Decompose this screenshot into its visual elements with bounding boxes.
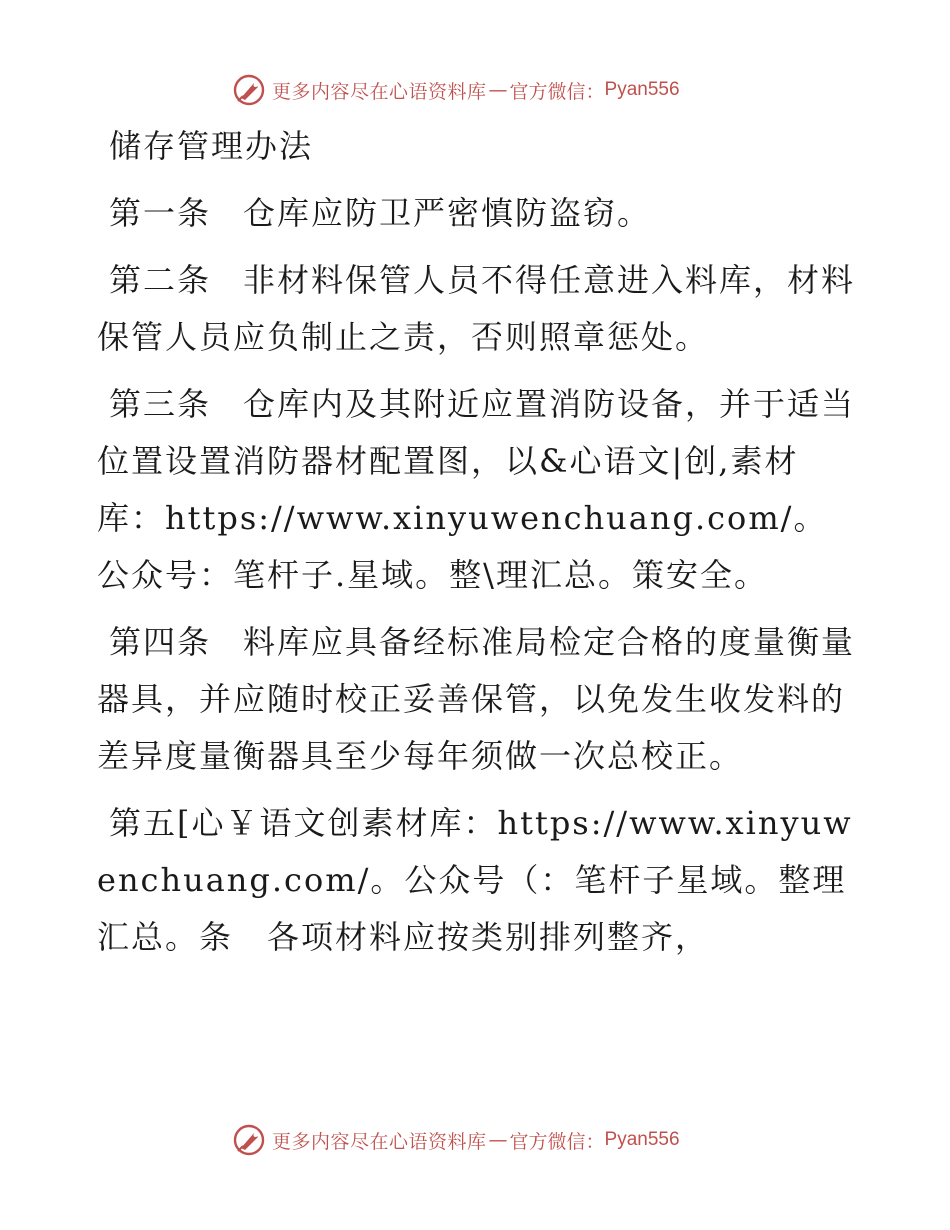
article-text: 第五[心￥语文创素材库：https://www.xinyuwenchuang.com/。公众号（：笔杆子星域。整理汇总。条 各项材料应按类别排列整齐， <box>97 804 853 956</box>
banner-wechat-label: 官方微信： <box>509 80 605 103</box>
article-3 <box>97 376 857 604</box>
banner-separator: — <box>488 79 508 101</box>
pen-nib-icon <box>232 73 266 107</box>
article-text: 料库应具备经标准局检定合格的度量衡量器具，并应随时校正妥善保管，以免发生收发料的差异度量衡器具至少每年须做一次总校正。 <box>97 623 856 775</box>
article-5 <box>97 795 857 966</box>
header-watermark-banner <box>232 70 680 110</box>
article-text: 仓库应防卫严密慎防盗窃。 <box>243 194 652 232</box>
banner-main-text: 更多内容尽在心语资料库 <box>272 1130 487 1153</box>
document-body <box>97 118 857 976</box>
document-title: 储存管理办法 <box>109 127 314 165</box>
article-text: 非材料保管人员不得任意进入料库，材料保管人员应负制止之责，否则照章惩处。 <box>97 261 856 356</box>
article-number: 第二条 <box>109 261 212 299</box>
banner-wechat-label: 官方微信： <box>509 1130 605 1153</box>
article-2 <box>97 252 857 366</box>
banner-wechat-id: Pyan556 <box>604 1129 680 1150</box>
article-number: 第一条 <box>109 194 212 232</box>
footer-watermark-banner <box>232 1120 680 1160</box>
article-text: 仓库内及其附近应置消防设备，并于适当位置设置消防器材配置图，以&心语文|创,素材库：https://www.xinyuwenchuang.com/。公众号：笔杆子.星域。整\理汇总。策安全。 <box>97 385 856 594</box>
article-number: 第四条 <box>109 623 212 661</box>
article-4 <box>97 614 857 785</box>
banner-wechat-id: Pyan556 <box>604 79 680 100</box>
article-1 <box>97 185 857 242</box>
article-number: 第三条 <box>109 385 212 423</box>
pen-nib-icon <box>232 1123 266 1157</box>
banner-separator: — <box>488 1129 508 1151</box>
banner-main-text: 更多内容尽在心语资料库 <box>272 80 487 103</box>
